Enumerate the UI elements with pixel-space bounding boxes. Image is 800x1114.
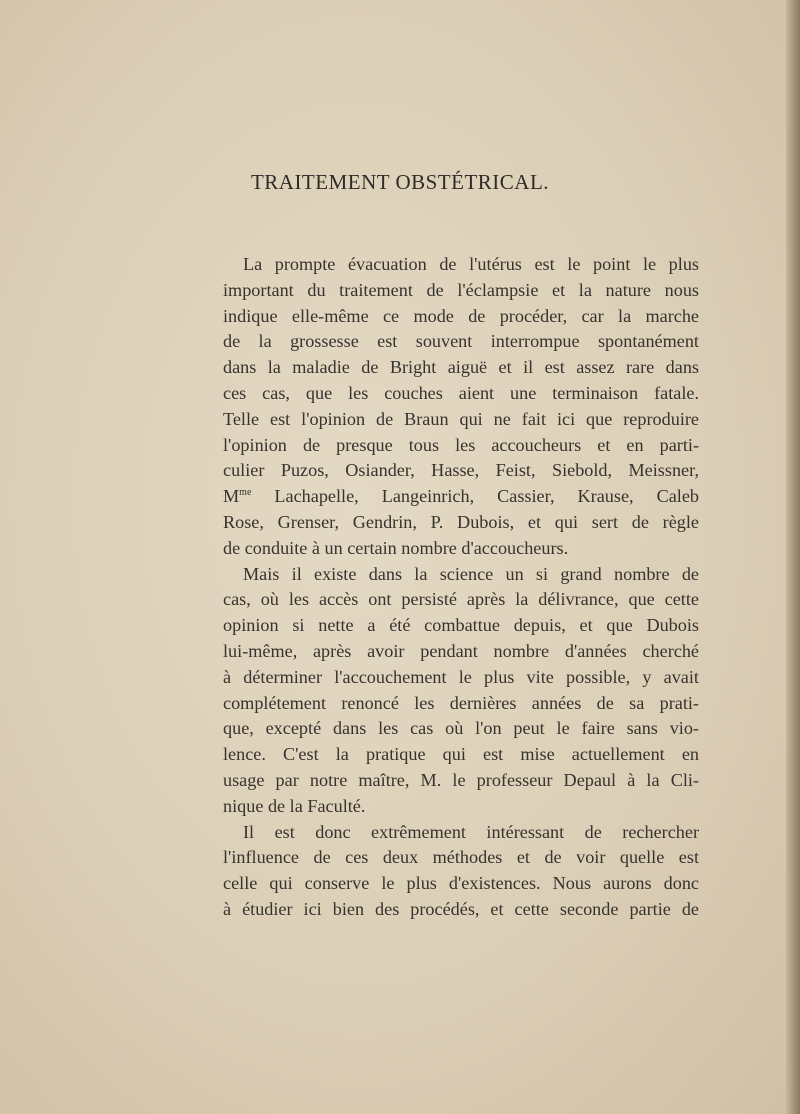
text-line: à étudier ici bien des procédés, et cette seconde partie de (223, 898, 699, 919)
text-line: l'influence de ces deux méthodes et de voir quelle est (223, 847, 699, 868)
text-line: à déterminer l'accouchement le plus vite possible, y avait (223, 666, 699, 687)
text-line: de la grossesse est souvent interrompue spontanément (223, 331, 699, 352)
text-line: nique de la Faculté. (223, 795, 366, 816)
text-line: lence. C'est la pratique qui est mise actuellement en (223, 744, 699, 765)
paragraph-1 (223, 252, 699, 562)
body-text (223, 252, 699, 923)
text-line: ces cas, que les couches aient une terminaison fatale. (223, 382, 699, 403)
text-line: Mais il existe dans la science un si grand nombre de (243, 563, 699, 584)
text-line: que, excepté dans les cas où l'on peut le faire sans vio- (223, 718, 699, 739)
text-line: Il est donc extrêmement intéressant de rechercher (243, 821, 699, 842)
text-line: cas, où les accès ont persisté après la délivrance, que cette (223, 589, 699, 610)
text-fragment: M (223, 486, 240, 507)
text-line: important du traitement de l'éclampsie et la nature nous (223, 279, 699, 300)
superscript: me (239, 487, 252, 499)
text-line: Rose, Grenser, Gendrin, P. Dubois, et qui sert de règle (223, 511, 699, 532)
text-line: l'opinion de presque tous les accoucheurs et en parti- (223, 434, 699, 455)
text-line: usage par notre maître, M. le professeur Depaul à la Cli- (223, 769, 699, 790)
text-line: de conduite à un certain nombre d'accoucheurs. (223, 537, 569, 558)
text-fragment: Lachapelle, Langeinrich, Cassier, Krause, Caleb (251, 486, 699, 507)
text-line: culier Puzos, Osiander, Hasse, Feist, Siebold, Meissner, (223, 460, 699, 481)
page-edge (786, 0, 800, 1114)
paragraph-2 (223, 562, 699, 820)
page-heading: TRAITEMENT OBSTÉTRICAL. (250, 170, 550, 194)
text-line: indique elle-même ce mode de procéder, car la marche (223, 305, 699, 326)
text-line: opinion si nette a été combattue depuis, et que Dubois (223, 615, 699, 636)
paragraph-3 (223, 820, 699, 923)
text-line (223, 484, 699, 510)
text-line: celle qui conserve le plus d'existences. Nous aurons donc (223, 873, 699, 894)
text-line: Telle est l'opinion de Braun qui ne fait ici que reproduire (223, 408, 699, 429)
text-line: complétement renoncé les dernières années de sa prati- (223, 692, 699, 713)
text-line: lui-même, après avoir pendant nombre d'années cherché (223, 640, 699, 661)
text-line: dans la maladie de Bright aiguë et il est assez rare dans (223, 357, 699, 378)
text-line: La prompte évacuation de l'utérus est le point le plus (243, 254, 699, 274)
